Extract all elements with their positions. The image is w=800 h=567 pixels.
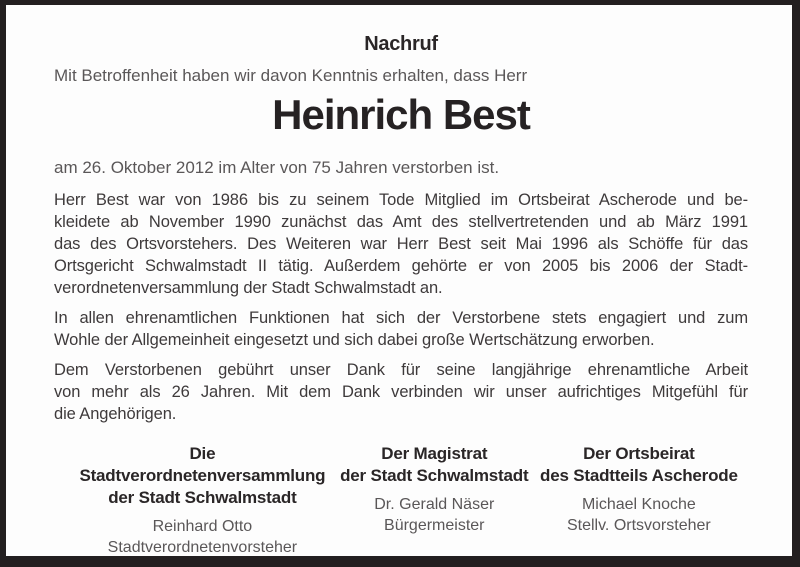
- paragraph-line: von mehr als 26 Jahren. Mit dem Dank verbinden wir unser aufrichtiges Mitgefühl für: [54, 383, 748, 401]
- obituary-paragraph-1: [54, 189, 748, 299]
- signature-role: Stadtverordnetenvorsteher: [107, 539, 298, 556]
- intro-line: Mit Betroffenheit haben wir davon Kenntnis erhalten, dass Herr: [54, 66, 528, 85]
- signature-columns: [54, 443, 748, 558]
- signature-name: Reinhard Otto: [152, 518, 253, 535]
- paragraph-line: Herr Best war von 1986 bis zu seinem Tode Mitglied im Ortsbeirat Ascherode und be-: [54, 191, 748, 209]
- paragraph-line: In allen ehrenamtlichen Funktionen hat sich der Verstorbene stets engagiert und zum: [54, 309, 748, 327]
- death-date-line: am 26. Oktober 2012 im Alter von 75 Jahren verstorben ist.: [54, 158, 500, 177]
- signature-org-line: Der Magistrat: [381, 444, 488, 463]
- signature-role: Stellv. Ortsvorsteher: [566, 517, 711, 534]
- signature-org-line: der Stadt Schwalmstadt: [340, 466, 529, 485]
- signature-column-stadtverordnetenversammlung: [66, 443, 339, 558]
- paragraph-line: verordnetenversammlung der Stadt Schwalmstadt an.: [54, 279, 443, 297]
- signature-org: [339, 443, 530, 487]
- signature-person: [339, 494, 530, 536]
- paragraph-line: Wohle der Allgemeinheit eingesetzt und sich dabei große Wertschätzung erworben.: [54, 331, 655, 349]
- signature-person: [66, 516, 339, 558]
- paragraph-line: die Angehörigen.: [54, 405, 177, 423]
- obituary-paragraph-2: [54, 307, 748, 351]
- signature-org: [530, 443, 748, 487]
- signature-org-line: der Stadt Schwalmstadt: [108, 488, 297, 507]
- signature-name: Michael Knoche: [581, 496, 696, 513]
- paragraph-line: Dem Verstorbenen gebührt unser Dank für seine langjährige ehrenamtliche Arbeit: [54, 361, 748, 379]
- paragraph-line: kleidete ab November 1990 zunächst das Amt des stellvertretenden und ab März 1991: [54, 213, 748, 231]
- signature-column-ortsbeirat: [530, 443, 748, 558]
- paragraph-line: Ortsgericht Schwalmstadt II tätig. Außerdem gehörte er von 2005 bis 2006 der Stadt-: [54, 257, 748, 275]
- signature-column-magistrat: [339, 443, 530, 558]
- deceased-name: Heinrich Best: [272, 91, 530, 138]
- obituary-paragraph-3: [54, 359, 748, 425]
- signature-role: Bürgermeister: [384, 517, 485, 534]
- signature-person: [530, 494, 748, 536]
- notice-title: Nachruf: [364, 33, 438, 55]
- signature-name: Dr. Gerald Näser: [374, 496, 495, 513]
- signature-org-line: Die Stadtverordnetenversammlung: [79, 444, 326, 485]
- signature-org-line: des Stadtteils Ascherode: [540, 466, 738, 485]
- paragraph-line: das des Ortsvorstehers. Des Weiteren war Herr Best seit Mai 1996 als Schöffe für das: [54, 235, 748, 253]
- signature-org-line: Der Ortsbeirat: [583, 444, 695, 463]
- signature-org: [66, 443, 339, 509]
- obituary-notice: [6, 5, 792, 556]
